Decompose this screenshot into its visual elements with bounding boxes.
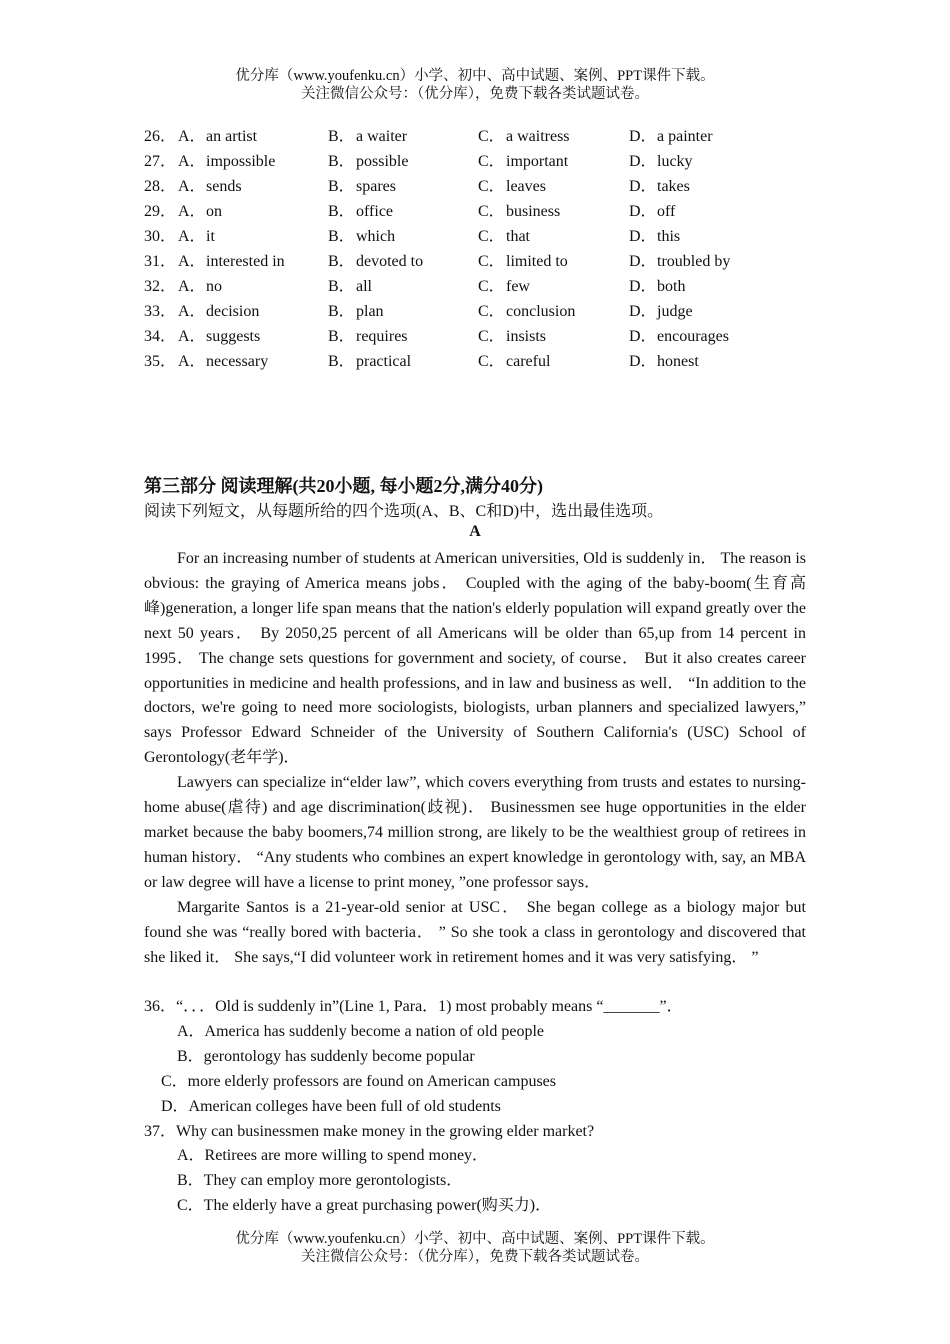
option-letter: A．	[178, 203, 206, 220]
option-text: office	[356, 203, 394, 220]
option-letter: D．	[629, 203, 657, 220]
footer-line-2: 关注微信公众号：（优分库），免费下载各类试题试卷。	[301, 1249, 649, 1265]
option-letter: A．	[178, 303, 206, 320]
question-option: C．more elderly professors are found on American campuses	[161, 1072, 556, 1090]
question-number: 29．	[144, 203, 177, 220]
option-text: impossible	[206, 153, 276, 170]
option-letter: A．	[178, 253, 206, 270]
option-letter: C．	[478, 328, 505, 345]
option-text: troubled by	[657, 253, 731, 270]
option-letter: B．	[328, 153, 355, 170]
option-text: spares	[356, 178, 396, 195]
option-d	[629, 199, 779, 224]
footer-line-1: 优分库（www.youfenku.cn）小学、初中、高中试题、案例、PPT课件下载。	[235, 1231, 715, 1247]
option-text: a painter	[657, 128, 713, 145]
option-b	[328, 324, 478, 349]
option-letter: B．	[328, 228, 355, 245]
question-number: 35．	[144, 353, 177, 370]
option-a	[178, 249, 328, 274]
option-letter: C．	[478, 203, 505, 220]
option-text: a waitress	[506, 128, 570, 145]
option-letter: B．	[328, 328, 355, 345]
option-letter: D．	[629, 178, 657, 195]
cloze-option-row	[144, 174, 824, 199]
option-letter: D．	[629, 128, 657, 145]
option-text: it	[206, 228, 215, 245]
option-text: which	[356, 228, 396, 245]
option-letter: C．	[478, 353, 505, 370]
question-number: 30．	[144, 228, 177, 245]
cloze-option-row	[144, 299, 824, 324]
option-text: judge	[657, 303, 693, 320]
option-letter: D．	[629, 228, 657, 245]
question-list	[144, 995, 806, 1219]
option-letter: C．	[478, 228, 505, 245]
option-letter: C．	[478, 128, 505, 145]
option-a	[178, 174, 328, 199]
option-letter: A．	[178, 228, 206, 245]
question-stem: 36．“．．．Old is suddenly in”(Line 1, Para．1) most probably means “_______”．	[144, 998, 683, 1015]
option-c	[478, 199, 629, 224]
option-letter: C．	[478, 153, 505, 170]
passage-paragraph: Margarite Santos is a 21-year-old senior at USC． She began college as a biology major but found she was “really bored with bacteria． ” So she took a class in gerontology and discovered that she liked it． She says,“I did volunteer work in retirement homes and it was very satisfying． ”	[144, 898, 806, 966]
option-text: plan	[356, 303, 384, 320]
question-37	[144, 1120, 806, 1220]
question-number: 31．	[144, 253, 177, 270]
section-instructions: 阅读下列短文，从每题所给的四个选项(A、B、C和D)中，选出最佳选项。	[144, 503, 664, 520]
option-a	[178, 274, 328, 299]
option-letter: B．	[328, 353, 355, 370]
option-text: takes	[657, 178, 690, 195]
option-text: this	[657, 228, 681, 245]
option-letter: B．	[328, 253, 355, 270]
header-line-1: 优分库（www.youfenku.cn）小学、初中、高中试题、案例、PPT课件下载。	[235, 68, 715, 84]
option-text: lucky	[657, 153, 693, 170]
option-a	[178, 299, 328, 324]
option-letter: A．	[178, 353, 206, 370]
question-number: 28．	[144, 178, 177, 195]
option-text: business	[506, 203, 561, 220]
option-c	[478, 149, 629, 174]
option-b	[328, 149, 478, 174]
passage-label: A	[469, 523, 481, 540]
passage-paragraph: For an increasing number of students at American universities, Old is suddenly in． The reason is obvious: the graying of America means jobs． Coupled with the aging of the baby-boom(生育高峰)generation, a longer life span means that the nation's elderly population will expand greatly over the next 50 years． By 2050,25 percent of all Americans will be older than 65,up from 14 percent in 1995． The change sets questions for government and society, of course． But it also creates career opportunities in medicine and health professions, and in law and business as well． “In addition to the doctors, we're going to need more sociologists, biologists, urban planners and specialized lawyers,” says Professor Edward Schneider of the University of Southern California's (USC) School of Gerontology(老年学)．	[144, 550, 806, 767]
option-a	[178, 224, 328, 249]
option-d	[629, 249, 779, 274]
option-letter: D．	[629, 153, 657, 170]
option-letter: B．	[328, 178, 355, 195]
question-option: A．Retirees are more willing to spend money．	[177, 1147, 489, 1165]
option-b	[328, 124, 478, 149]
option-b	[328, 174, 478, 199]
option-text: suggests	[206, 328, 261, 345]
page-header	[0, 67, 950, 103]
option-c	[478, 249, 629, 274]
section-title: 第三部分 阅读理解(共20小题, 每小题2分,满分40分)	[144, 476, 543, 496]
option-b	[328, 349, 478, 374]
option-c	[478, 299, 629, 324]
question-option: A．America has suddenly become a nation of old people	[177, 1022, 545, 1040]
option-text: requires	[356, 328, 408, 345]
option-letter: D．	[629, 353, 657, 370]
option-letter: A．	[178, 128, 206, 145]
option-text: important	[506, 153, 569, 170]
option-text: both	[657, 278, 686, 295]
option-text: that	[506, 228, 530, 245]
option-letter: C．	[478, 178, 505, 195]
question-number: 34．	[144, 328, 177, 345]
question-option: B．gerontology has suddenly become popular	[177, 1047, 475, 1065]
option-letter: B．	[328, 278, 355, 295]
option-text: practical	[356, 353, 412, 370]
option-d	[629, 224, 779, 249]
header-line-2: 关注微信公众号：（优分库），免费下载各类试题试卷。	[301, 86, 649, 102]
question-36	[144, 995, 806, 1120]
question-option: B．They can employ more gerontologists．	[177, 1172, 463, 1190]
cloze-option-row	[144, 324, 824, 349]
cloze-option-row	[144, 224, 824, 249]
option-text: honest	[657, 353, 699, 370]
option-a	[178, 324, 328, 349]
option-c	[478, 349, 629, 374]
option-text: leaves	[506, 178, 546, 195]
option-c	[478, 124, 629, 149]
option-text: possible	[356, 153, 409, 170]
question-number: 33．	[144, 303, 177, 320]
question-stem: 37．Why can businessmen make money in the growing elder market?	[144, 1122, 595, 1140]
option-text: sends	[206, 178, 242, 195]
option-letter: D．	[629, 253, 657, 270]
option-d	[629, 349, 779, 374]
option-b	[328, 199, 478, 224]
option-c	[478, 224, 629, 249]
cloze-option-row	[144, 149, 824, 174]
option-letter: A．	[178, 153, 206, 170]
passage-paragraph: Lawyers can specialize in“elder law”, which covers everything from trusts and estates to nursing-home abuse(虐待) and age discrimination(歧视)． Businessmen see huge opportunities in the elder market because the baby boomers,74 million strong, are likely to be the wealthiest group of retirees in human history． “Any students who combines an expert knowledge in gerontology with, say, an MBA or law degree will have a license to print money, ”one professor says．	[144, 774, 806, 891]
option-d	[629, 174, 779, 199]
option-d	[629, 299, 779, 324]
option-b	[328, 224, 478, 249]
cloze-options-list	[144, 124, 824, 374]
option-a	[178, 199, 328, 224]
option-text: encourages	[657, 328, 729, 345]
cloze-option-row	[144, 349, 824, 374]
option-text: conclusion	[506, 303, 576, 320]
question-option: D．American colleges have been full of old students	[161, 1097, 501, 1115]
option-text: interested in	[206, 253, 285, 270]
option-text: a waiter	[356, 128, 408, 145]
option-text: few	[506, 278, 530, 295]
cloze-option-row	[144, 199, 824, 224]
option-letter: B．	[328, 203, 355, 220]
option-text: limited to	[506, 253, 568, 270]
option-text: insists	[506, 328, 547, 345]
question-number: 32．	[144, 278, 177, 295]
cloze-option-row	[144, 124, 824, 149]
option-d	[629, 124, 779, 149]
cloze-option-row	[144, 249, 824, 274]
option-b	[328, 274, 478, 299]
option-letter: D．	[629, 278, 657, 295]
question-option: C．The elderly have a great purchasing power(购买力)．	[177, 1197, 552, 1215]
cloze-option-row	[144, 274, 824, 299]
option-text: on	[206, 203, 222, 220]
option-text: careful	[506, 353, 551, 370]
option-letter: C．	[478, 253, 505, 270]
option-c	[478, 174, 629, 199]
option-a	[178, 349, 328, 374]
option-a	[178, 124, 328, 149]
option-text: devoted to	[356, 253, 424, 270]
option-b	[328, 299, 478, 324]
option-letter: A．	[178, 278, 206, 295]
option-text: an artist	[206, 128, 258, 145]
question-number: 27．	[144, 153, 177, 170]
option-letter: C．	[478, 278, 505, 295]
option-text: necessary	[206, 353, 269, 370]
option-b	[328, 249, 478, 274]
page-footer	[0, 1230, 950, 1266]
option-letter: A．	[178, 178, 206, 195]
option-text: decision	[206, 303, 260, 320]
option-d	[629, 274, 779, 299]
option-letter: B．	[328, 128, 355, 145]
option-text: all	[356, 278, 372, 295]
option-c	[478, 274, 629, 299]
option-a	[178, 149, 328, 174]
option-text: off	[657, 203, 676, 220]
option-d	[629, 149, 779, 174]
option-c	[478, 324, 629, 349]
option-letter: C．	[478, 303, 505, 320]
option-letter: A．	[178, 328, 206, 345]
option-letter: D．	[629, 303, 657, 320]
option-letter: B．	[328, 303, 355, 320]
option-text: no	[206, 278, 222, 295]
option-d	[629, 324, 779, 349]
question-number: 26．	[144, 128, 177, 145]
option-letter: D．	[629, 328, 657, 345]
passage	[144, 547, 806, 970]
